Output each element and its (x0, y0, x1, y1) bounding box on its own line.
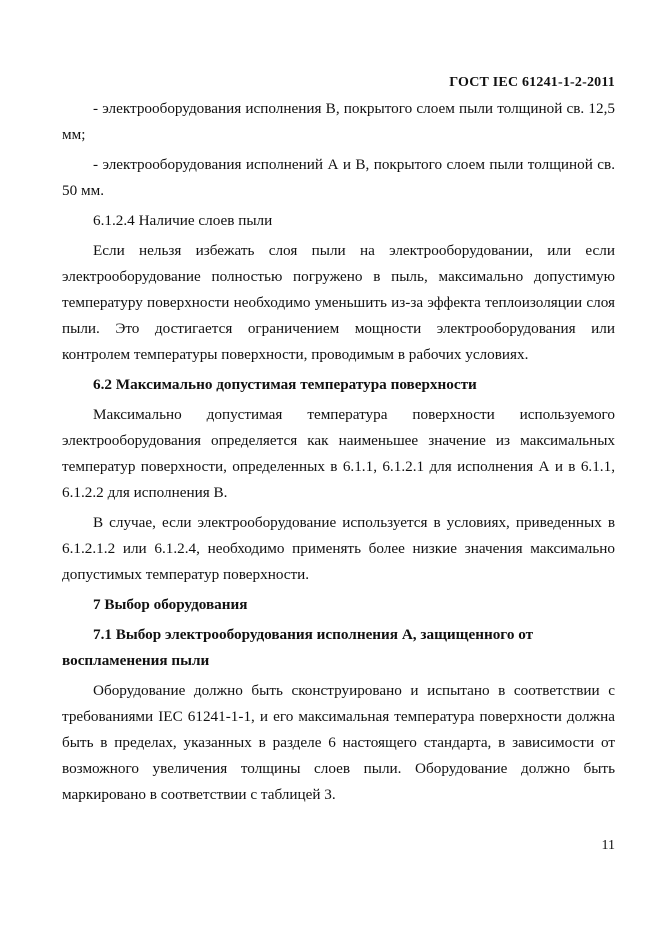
section-heading-6-2: 6.2 Максимально допустимая температура поверхности (93, 376, 477, 393)
section-heading-7-1: 7.1 Выбор электрооборудования исполнения А, защищенного от воспламенения пыли (62, 626, 534, 669)
paragraph-dust-layer-ab: - электрооборудования исполнений А и В, покрытого слоем пыли толщиной св. 50 мм. (62, 156, 615, 199)
paragraph-dust-layers: Если нельзя избежать слоя пыли на электрооборудовании, или если электрооборудование полностью погружено в пыль, максимально допустимую температуру поверхности необходимо уменьшить из-за эффекта теплоизоляции слоя пыли. Это достигается ограничением мощности электрооборудования или контролем температуры поверхности, проводимым в рабочих условиях. (62, 242, 615, 363)
paragraph-equipment-selection: Оборудование должно быть сконструировано и испытано в соответствии с требованиями IEC 61241-1-1, и его максимальная температура поверхности должна быть в пределах, указанных в разделе 6 настоящего стандарта, в зависимости от возможного увеличения толщины слоев пыли. Оборудование должно быть маркировано в соответствии с таблицей 3. (62, 682, 615, 803)
paragraph-max-temperature: Максимально допустимая температура поверхности используемого электрооборудования определяется как наименьшее значение из максимальных температур поверхности, определенных в 6.1.1, 6.1.2.1 для исполнения А и в 6.1.1, 6.1.2.2 для исполнения В. (62, 406, 615, 501)
page-number: 11 (601, 838, 615, 853)
paragraph-dust-layer-b: - электрооборудования исполнения В, покрытого слоем пыли толщиной св. 12,5 мм; (62, 100, 615, 143)
standard-header: ГОСТ IEC 61241-1-2-2011 (449, 75, 615, 90)
paragraph-lower-temperature: В случае, если электрооборудование используется в условиях, приведенных в 6.1.2.1.2 или 6.1.2.4, необходимо применять более низкие значения максимально допустимых температур поверхности. (62, 514, 615, 583)
document-body (62, 96, 615, 812)
subsection-title-6-1-2-4: 6.1.2.4 Наличие слоев пыли (93, 212, 273, 229)
section-heading-7: 7 Выбор оборудования (93, 596, 248, 613)
